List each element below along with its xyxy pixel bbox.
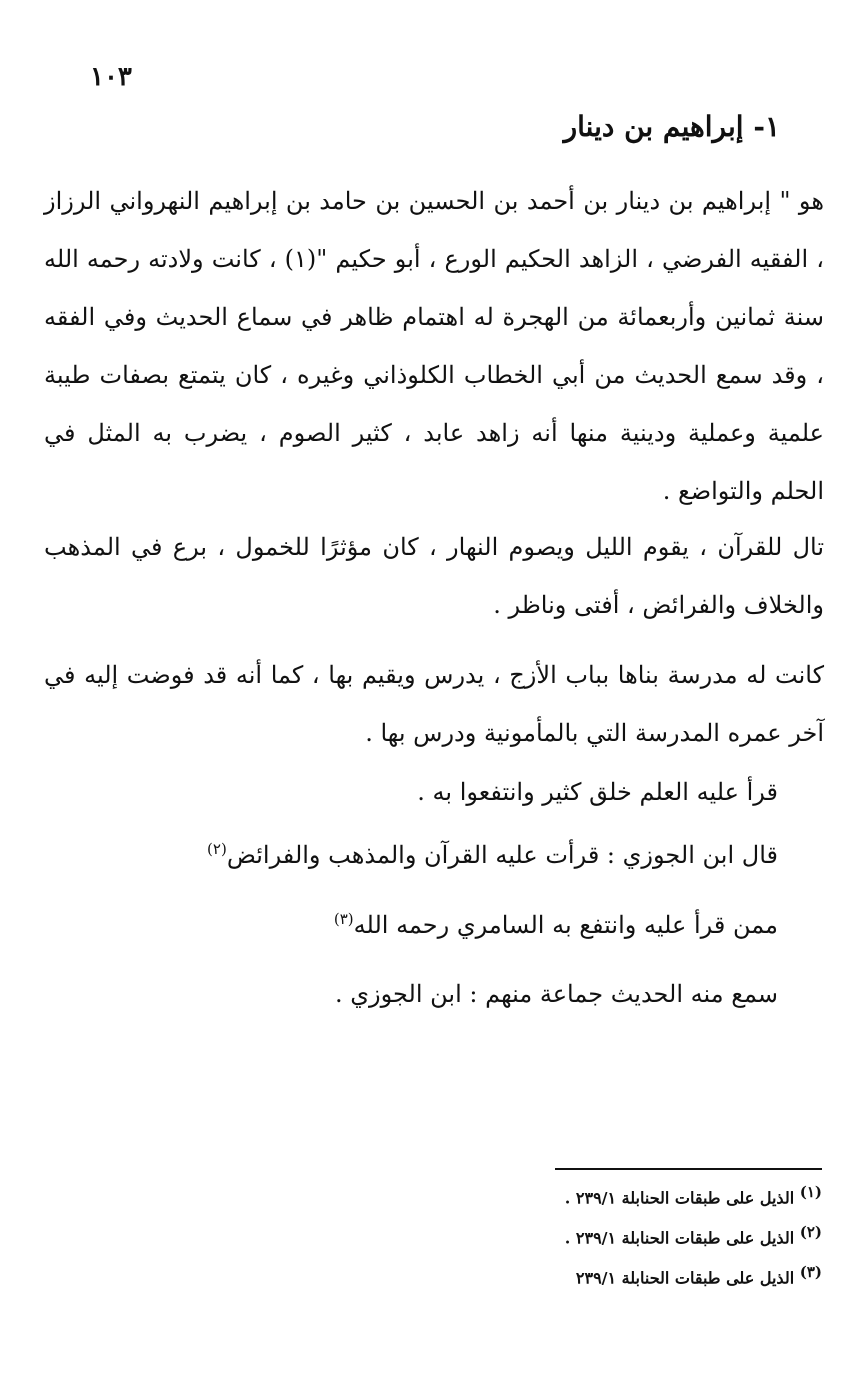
footnote-marker: (٢)	[799, 1223, 822, 1241]
line-samarri	[334, 910, 778, 939]
line-text: قال ابن الجوزي : قرأت عليه القرآن والمذهب والفرائض	[226, 841, 778, 869]
line-students: قرأ عليه العلم خلق كثير وانتفعوا به .	[417, 778, 778, 806]
footnote-3	[576, 1263, 822, 1287]
footnote-1	[565, 1183, 822, 1207]
footnote-2	[565, 1223, 822, 1247]
footnote-text: الذيل على طبقات الحنابلة ٢٣٩/١ .	[564, 1188, 795, 1208]
footnote-marker: (٣)	[799, 1263, 822, 1281]
paragraph-qualities: تال للقرآن ، يقوم الليل ويصوم النهار ، كان مؤثرًا للخمول ، برع في المذهب والخلاف والفرائض ، أفتى وناظر .	[44, 533, 824, 619]
footnote-ref: (٣)	[333, 910, 354, 928]
line-ibn-aljawzi-quote	[207, 840, 778, 869]
footnote-ref: (٢)	[207, 840, 227, 858]
footnote-text: الذيل على طبقات الحنابلة ٢٣٩/١	[575, 1268, 795, 1288]
line-hadith-listeners: سمع منه الحديث جماعة منهم : ابن الجوزي .	[335, 980, 778, 1008]
footnote-divider	[555, 1168, 822, 1170]
entry-title: ١- إبراهيم بن دينار	[563, 110, 780, 143]
paragraph-biography: هو " إبراهيم بن دينار بن أحمد بن الحسين بن حامد بن إبراهيم النهرواني الرزاز ، الفقيه الفرضي ، الزاهد الحكيم الورع ، أبو حكيم "(١) ، كانت ولادته رحمه الله سنة ثمانين وأربعمائة من الهجرة له اهتمام ظاهر في سماع الحديث وفي الفقه ، وقد سمع الحديث من أبي الخطاب الكلوذاني وغيره ، كان يتمتع بصفات طيبة علمية وعملية ودينية منها أنه زاهد عابد ، كثير الصوم ، يضرب به المثل في الحلم والتواضع .	[44, 187, 824, 505]
footnote-marker: (١)	[799, 1183, 822, 1201]
line-text: ممن قرأ عليه وانتفع به السامري رحمه الله	[353, 911, 778, 939]
footnote-text: الذيل على طبقات الحنابلة ٢٣٩/١ .	[564, 1228, 795, 1248]
paragraph-school: كانت له مدرسة بناها بباب الأزج ، يدرس ويقيم بها ، كما أنه قد فوضت إليه في آخر عمره المدرسة التي بالمأمونية ودرس بها .	[44, 661, 824, 747]
page-number: ١٠٣	[90, 62, 132, 92]
